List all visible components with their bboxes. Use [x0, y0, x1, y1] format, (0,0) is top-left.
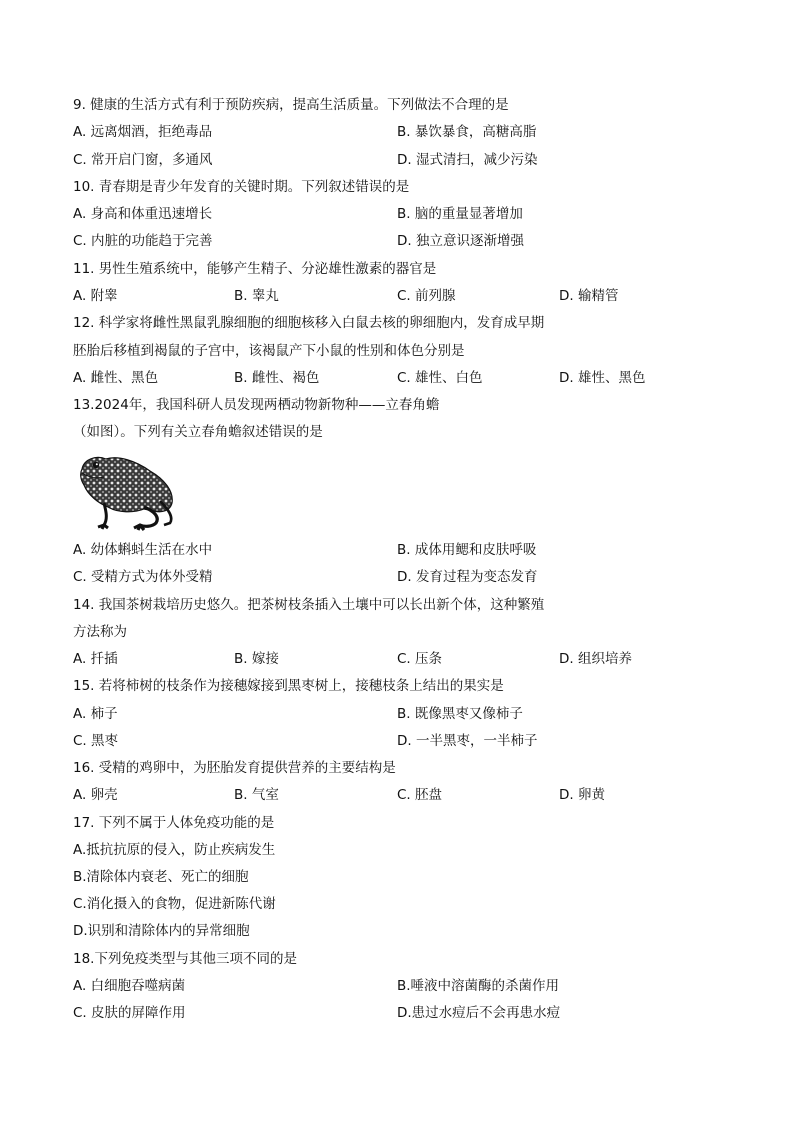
- question-18-option-d: D.患过水痘后不会再患水痘: [397, 1005, 561, 1021]
- question-13-option-b: B. 成体用鳃和皮肤呼吸: [397, 542, 537, 558]
- question-12-option-a: A. 雌性、黑色: [73, 370, 159, 386]
- question-14-stem-line-1: 14. 我国茶树栽培历史悠久。把茶树枝条插入土壤中可以长出新个体，这种繁殖: [73, 597, 545, 613]
- question-15-stem: 15. 若将柿树的枝条作为接穗嫁接到黑枣树上，接穗枝条上结出的果实是: [73, 678, 504, 694]
- question-14-option-c: C. 压条: [397, 651, 443, 667]
- question-17-stem: 17. 下列不属于人体免疫功能的是: [73, 815, 275, 831]
- question-12-stem-line-1: 12. 科学家将雌性黑鼠乳腺细胞的细胞核移入白鼠去核的卵细胞内，发育成早期: [73, 315, 545, 331]
- question-12-option-b: B. 雌性、褐色: [234, 370, 320, 386]
- question-15-option-a: A. 柿子: [73, 706, 118, 722]
- question-12-option-c: C. 雄性、白色: [397, 370, 483, 386]
- question-13-option-c: C. 受精方式为体外受精: [73, 569, 213, 585]
- question-15-option-b: B. 既像黑枣又像柿子: [397, 706, 523, 722]
- question-16-stem: 16. 受精的鸡卵中，为胚胎发育提供营养的主要结构是: [73, 760, 396, 776]
- question-9-option-d: D. 湿式清扫，减少污染: [397, 152, 538, 168]
- question-18-stem: 18.下列免疫类型与其他三项不同的是: [73, 951, 297, 967]
- question-9-stem: 9. 健康的生活方式有利于预防疾病，提高生活质量。下列做法不合理的是: [73, 97, 509, 113]
- question-10-option-b: B. 脑的重量显著增加: [397, 206, 523, 222]
- question-17-option-d: D.识别和清除体内的异常细胞: [73, 923, 250, 939]
- question-11-option-a: A. 附睾: [73, 288, 118, 304]
- question-14-option-a: A. 扦插: [73, 651, 118, 667]
- question-11-option-c: C. 前列腺: [397, 288, 456, 304]
- question-9-option-b: B. 暴饮暴食，高糖高脂: [397, 124, 537, 140]
- question-10-option-d: D. 独立意识逐渐增强: [397, 233, 524, 249]
- question-11-option-b: B. 睾丸: [234, 288, 279, 304]
- question-13-option-a: A. 幼体蝌蚪生活在水中: [73, 542, 213, 558]
- question-9-option-a: A. 远离烟酒，拒绝毒品: [73, 124, 213, 140]
- question-15-option-d: D. 一半黑枣，一半柿子: [397, 733, 538, 749]
- question-18-option-b: B.唾液中溶菌酶的杀菌作用: [397, 978, 560, 994]
- question-13-stem-line-2: （如图）。下列有关立春角蟾叙述错误的是: [73, 424, 323, 440]
- question-10-stem: 10. 青春期是青少年发育的关键时期。下列叙述错误的是: [73, 179, 410, 195]
- question-13-option-d: D. 发育过程为变态发育: [397, 569, 538, 585]
- question-17-option-b: B.清除体内衰老、死亡的细胞: [73, 869, 249, 885]
- question-12-option-d: D. 雄性、黑色: [559, 370, 646, 386]
- question-12-stem-line-2: 胚胎后移植到褐鼠的子宫中，该褐鼠产下小鼠的性别和体色分别是: [73, 343, 465, 359]
- question-15-option-c: C. 黑枣: [73, 733, 119, 749]
- question-16-option-c: C. 胚盘: [397, 787, 443, 803]
- question-14-option-d: D. 组织培养: [559, 651, 632, 667]
- question-16-option-a: A. 卵壳: [73, 787, 118, 803]
- question-17-option-c: C.消化摄入的食物，促进新陈代谢: [73, 896, 276, 912]
- question-14-option-b: B. 嫁接: [234, 651, 279, 667]
- question-10-option-c: C. 内脏的功能趋于完善: [73, 233, 213, 249]
- toad-icon: [74, 451, 182, 531]
- question-18-option-c: C. 皮肤的屏障作用: [73, 1005, 186, 1021]
- question-17-option-a: A.抵抗抗原的侵入，防止疾病发生: [73, 842, 276, 858]
- question-10-option-a: A. 身高和体重迅速增长: [73, 206, 213, 222]
- question-16-option-d: D. 卵黄: [559, 787, 605, 803]
- question-16-option-b: B. 气室: [234, 787, 279, 803]
- question-13-stem-line-1: 13.2024年，我国科研人员发现两栖动物新物种——立春角蟾: [73, 397, 440, 413]
- question-9-option-c: C. 常开启门窗，多通风: [73, 152, 213, 168]
- question-18-option-a: A. 白细胞吞噬病菌: [73, 978, 186, 994]
- question-11-option-d: D. 输精管: [559, 288, 619, 304]
- question-14-stem-line-2: 方法称为: [73, 624, 127, 640]
- question-11-stem: 11. 男性生殖系统中，能够产生精子、分泌雄性激素的器官是: [73, 261, 437, 277]
